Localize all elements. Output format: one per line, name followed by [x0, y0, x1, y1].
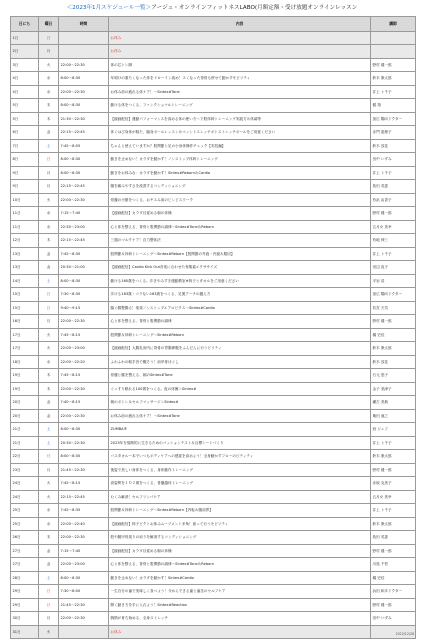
cell-time: 22:15〜22:45 [59, 180, 109, 194]
cell-weekday: 日 [39, 598, 59, 612]
cell-teacher: 井上 ト千子 [371, 85, 416, 99]
table-row [11, 207, 416, 221]
cell-content: お休み [109, 31, 371, 45]
table-row [11, 450, 416, 464]
table-row [11, 463, 416, 477]
cell-content: 心と体を整える、背骨と股関節の調律 [109, 315, 371, 329]
cell-teacher: 有地 伸三 [371, 234, 416, 248]
cell-time: 22:00〜23:00 [59, 558, 109, 572]
cell-weekday: 日 [39, 301, 59, 315]
cell-time: 22:00〜23:00 [59, 342, 109, 356]
cell-weekday: 水 [39, 85, 59, 99]
cell-time [59, 45, 109, 59]
table-row [11, 301, 416, 315]
cell-teacher: 鈴木 康太郎 [371, 517, 416, 531]
cell-weekday: 水 [39, 220, 59, 234]
cell-teacher: 西 ジェフ [371, 423, 416, 437]
cell-date: 12日 [11, 234, 39, 248]
cell-weekday: 月 [39, 612, 59, 626]
cell-date: 17日 [11, 328, 39, 342]
cell-time: 7:30〜8:00 [59, 585, 109, 599]
cell-teacher: 野村 健一郎 [371, 598, 416, 612]
cell-time: 7:45〜8:35 [59, 504, 109, 518]
table-row [11, 112, 416, 126]
cell-teacher: 鈴木 康太郎 [371, 72, 416, 86]
cell-teacher: 赤坂 克美子 [371, 477, 416, 491]
cell-date: 5日 [11, 112, 39, 126]
cell-content: 心と体を整える、背骨と股関節の調律〜Sintex#Tone＆Reborn [109, 220, 371, 234]
cell-content: 三週のマルクケア！自力整体法 [109, 234, 371, 248]
cell-time: 22:00〜22:40 [59, 517, 109, 531]
cell-teacher: 田辺 直子 [371, 261, 416, 275]
table-row [11, 369, 416, 383]
cell-teacher: 徹 翔 [371, 99, 416, 113]
cell-teacher: 有浜 由香子 [371, 193, 416, 207]
cell-time: 22:00〜22:30 [59, 612, 109, 626]
table-row [11, 342, 416, 356]
cell-weekday: 木 [39, 112, 59, 126]
cell-time: 21:45〜22:30 [59, 463, 109, 477]
cell-date: 11日 [11, 220, 39, 234]
table-row [11, 261, 416, 275]
cell-teacher: 橘 史佳 [371, 328, 416, 342]
cell-date: 21日 [11, 423, 39, 437]
cell-teacher: 若宮 天気 [371, 301, 416, 315]
page-title [0, 3, 424, 13]
cell-content: 一生自分の歯で美味しく食べよう！今からできる歯と歯茎のセルフケア [109, 585, 371, 599]
cell-time: 8:00〜8:30 [59, 450, 109, 464]
cell-content: 【録画配信】運動パフォーマンスを高める体の使い方〜下肢体幹トレーニング実践方＆体調等 [109, 112, 371, 126]
cell-date: 19日 [11, 369, 39, 383]
cell-weekday: 水 [39, 207, 59, 221]
cell-time: 8:00〜8:30 [59, 72, 109, 86]
table-row [11, 571, 416, 585]
cell-content: 開く動き方を手に入れよう！Sintex#Reaction [109, 598, 371, 612]
table-row [11, 247, 416, 261]
cell-date: 4日 [11, 85, 39, 99]
cell-content: 体の芯トレ脚 [109, 58, 371, 72]
cell-date: 3日 [11, 58, 39, 72]
cell-date: 9日 [11, 166, 39, 180]
cell-content: むくみ解消！セルフリンパケア [109, 490, 371, 504]
cell-teacher: 浜田 和歩ドクター [371, 585, 416, 599]
cell-weekday: 日 [39, 31, 59, 45]
cell-content: ふわふわの軽手首で醒そう！肩甲骨ほぐし [109, 355, 371, 369]
cell-time: 7:30〜8:30 [59, 288, 109, 302]
cell-time [59, 625, 109, 639]
cell-date: 25日 [11, 517, 39, 531]
footer-date: 2022/12/28 [395, 632, 414, 636]
cell-content: ちゃんと使えていますか？股関節と足の小身体操作チェック【実技編】 [109, 139, 371, 153]
cell-weekday: 木 [39, 234, 59, 248]
table-row [11, 625, 416, 639]
table-row [11, 139, 416, 153]
cell-content: 腰を痛みやすさを改善するコンディショニング [109, 180, 371, 194]
table-row [11, 517, 416, 531]
table-row [11, 166, 416, 180]
cell-time: 22:00〜22:30 [59, 409, 109, 423]
cell-time: 22:00〜22:30 [59, 315, 109, 329]
cell-weekday: 火 [39, 58, 59, 72]
cell-time: 8:00〜8:30 [59, 166, 109, 180]
cell-time: 8:00〜8:30 [59, 423, 109, 437]
cell-date: 16日 [11, 315, 39, 329]
cell-weekday: 火 [39, 625, 59, 639]
table-row [11, 328, 416, 342]
cell-date: 27日 [11, 544, 39, 558]
cell-time: 8:00〜8:30 [59, 99, 109, 113]
cell-weekday: 日 [39, 288, 59, 302]
cell-date: 10日 [11, 193, 39, 207]
table-row [11, 126, 416, 140]
cell-content: お休み [109, 625, 371, 639]
table-header-row [11, 17, 416, 32]
cell-content: バスタオルー本でいつもボディケアへの感覚を高めよう！全身動かすフローのビティティ [109, 450, 371, 464]
cell-date: 27日 [11, 558, 39, 572]
cell-teacher: 平岩 浩 [371, 274, 416, 288]
cell-time: 7:45〜8:15 [59, 328, 109, 342]
table-row [11, 436, 416, 450]
cell-content: 心と体を整える、背骨と股関節の調律〜Sintex#Tone＆Reborn [109, 558, 371, 572]
cell-content: 骨盤の小節をつくる、おヤスみ前のピンピスワーク [109, 193, 371, 207]
cell-time: 7:45〜8:15 [59, 477, 109, 491]
cell-time: 9:40〜9:15 [59, 301, 109, 315]
table-row [11, 531, 416, 545]
header-time: 時間 [59, 17, 109, 32]
cell-content: 動ける160歳をつくる。歩きやみすき運動教室※椅子とタオルをご用意ください [109, 274, 371, 288]
cell-weekday: 土 [39, 436, 59, 450]
cell-time: 22:15〜22:45 [59, 234, 109, 248]
cell-time: 22:00〜22:30 [59, 58, 109, 72]
cell-time: 8:00〜8:30 [59, 571, 109, 585]
cell-teacher: 鈴木 康太郎 [371, 342, 416, 356]
cell-weekday: 火 [39, 328, 59, 342]
cell-weekday: 金 [39, 544, 59, 558]
cell-weekday: 日 [39, 450, 59, 464]
cell-content: 股や腰甲骨周りの肩りを解消するコンディショニング [109, 531, 371, 545]
cell-content: 体ぐはび身体が軽た、脇身ボールレッスン＆マッシトスレッチボトストレッチボールをご用意ください [109, 126, 371, 140]
cell-date: 8日 [11, 153, 39, 167]
cell-content: 動きをお休みな：カラダを動かす！Sintex#Reborn＆Cardio [109, 166, 371, 180]
table-row [11, 45, 416, 59]
cell-teacher: 井上 ト千子 [371, 166, 416, 180]
table-row [11, 382, 416, 396]
cell-teacher: 川島 千哲 [371, 558, 416, 572]
cell-date: 7日 [11, 139, 39, 153]
cell-date: 15日 [11, 288, 39, 302]
table-row [11, 72, 416, 86]
cell-teacher: 加広 陽向ドクター [371, 288, 416, 302]
cell-content: 歩ける163歳・コラない163歳をつくる、足裏アーチの鍛え方 [109, 288, 371, 302]
cell-weekday: 金 [39, 558, 59, 572]
cell-teacher: 田中 いずみ [371, 612, 416, 626]
cell-content: 股関節＆体幹トレーニング〜Sintex#Reborn [109, 328, 371, 342]
table-row [11, 58, 416, 72]
cell-weekday: 水 [39, 504, 59, 518]
table-row [11, 99, 416, 113]
cell-teacher: 五月女 美幸 [371, 490, 416, 504]
cell-weekday: 金 [39, 261, 59, 275]
table-row [11, 477, 416, 491]
cell-teacher: 赤門 恵理子 [371, 126, 416, 140]
cell-time: 7:45〜8:15 [59, 369, 109, 383]
cell-content: 高姿勢を１０２歳をつくる、骨盤越体トレーニング [109, 477, 371, 491]
table-row [11, 288, 416, 302]
table-row [11, 315, 416, 329]
table-row [11, 558, 416, 572]
cell-date: 19日 [11, 382, 39, 396]
cell-date: 4日 [11, 72, 39, 86]
cell-time: 8:00〜8:30 [59, 274, 109, 288]
table-row [11, 31, 416, 45]
cell-date: 2日 [11, 45, 39, 59]
header-date: 日にち [11, 17, 39, 32]
cell-content: 動ける体をつくる、ファンクショナルトレーニング [109, 99, 371, 113]
cell-content: 【録画配信】カラダ目覚める朝の体操 [109, 544, 371, 558]
cell-weekday: 土 [39, 274, 59, 288]
cell-time: 7:40〜8:15 [59, 396, 109, 410]
table-row [11, 180, 416, 194]
cell-date: 24日 [11, 490, 39, 504]
cell-content: 【録画配信】椅子ビクトお休みムーブメント多角！座って行うモビリティ [109, 517, 371, 531]
cell-date: 5日 [11, 99, 39, 113]
cell-content: ぐっすり眠れる100歳をつくる。夜の体操＞Sintex# [109, 382, 371, 396]
cell-content: 脇ぐ腸整腸る！楽楽ノンストップエアロビクス〜Sintex#Cardio [109, 301, 371, 315]
cell-weekday: 月 [39, 463, 59, 477]
cell-teacher: 島田 英恵 [371, 531, 416, 545]
cell-time: 7:45〜8:30 [59, 247, 109, 261]
cell-date: 25日 [11, 504, 39, 518]
cell-weekday: 木 [39, 531, 59, 545]
schedule-body [11, 31, 416, 639]
cell-teacher: 加広 陽向ドクター [371, 112, 416, 126]
cell-weekday: 火 [39, 490, 59, 504]
cell-time: 20:30〜21:00 [59, 261, 109, 275]
cell-weekday: 火 [39, 342, 59, 356]
cell-date: 1日 [11, 31, 39, 45]
cell-weekday: 月 [39, 180, 59, 194]
cell-content: お休み前の疲れる体ケア！〜Sintex#Tone [109, 85, 371, 99]
cell-content: ZUMBA® [109, 423, 371, 437]
cell-weekday: 金 [39, 126, 59, 140]
cell-weekday: 金 [39, 396, 59, 410]
cell-date: 28日 [11, 571, 39, 585]
cell-time: 7:45〜8:05 [59, 139, 109, 153]
cell-weekday: 土 [39, 139, 59, 153]
cell-weekday: 土 [39, 423, 59, 437]
cell-weekday: 月 [39, 315, 59, 329]
table-row [11, 193, 416, 207]
cell-date: 20日 [11, 409, 39, 423]
cell-teacher: 井上 ト千子 [371, 504, 416, 518]
table-row [11, 612, 416, 626]
cell-weekday: 月 [39, 166, 59, 180]
cell-teacher: 野村 健一郎 [371, 315, 416, 329]
cell-weekday: 木 [39, 369, 59, 383]
cell-date: 30日 [11, 612, 39, 626]
cell-date: 13日 [11, 247, 39, 261]
cell-time: 22:15〜22:45 [59, 490, 109, 504]
cell-teacher: 野村 健一郎 [371, 207, 416, 221]
schedule-table [10, 16, 416, 639]
cell-time: 7:15〜7:40 [59, 544, 109, 558]
cell-date: 9日 [11, 180, 39, 194]
cell-weekday: 木 [39, 382, 59, 396]
cell-content: 朝のボトレ＆セルフマッサージ＞Sintex# [109, 396, 371, 410]
cell-time: 22:00〜22:30 [59, 382, 109, 396]
cell-weekday: 月 [39, 45, 59, 59]
cell-content: 【録画配信】Cardio Kick Out音楽に合わせた有酸素エクササイズ [109, 261, 371, 275]
cell-date: 17日 [11, 342, 39, 356]
cell-time: 22:00〜22:30 [59, 85, 109, 99]
cell-teacher: 井上 ト千子 [371, 436, 416, 450]
cell-weekday: 金 [39, 409, 59, 423]
table-row [11, 220, 416, 234]
cell-time: 22:00〜22:30 [59, 531, 109, 545]
cell-teacher: 田中 いずみ [371, 153, 416, 167]
cell-weekday: 火 [39, 193, 59, 207]
table-row [11, 85, 416, 99]
cell-weekday: 日 [39, 585, 59, 599]
page-title-text: アージュ・オンラインフィットネスLABO(月額定額・受け放題オンラインレッスン [151, 5, 358, 11]
cell-teacher: 鈴木 浅花 [371, 355, 416, 369]
cell-teacher [371, 31, 416, 45]
cell-teacher: 野村 健一郎 [371, 58, 416, 72]
cell-date: 26日 [11, 531, 39, 545]
header-content: 内容 [109, 17, 371, 32]
cell-time: 22:15〜22:45 [59, 126, 109, 140]
cell-date: 29日 [11, 598, 39, 612]
cell-teacher: 亀田 亜之 [371, 409, 416, 423]
cell-teacher: 鈴木 浅花 [371, 139, 416, 153]
cell-time [59, 31, 109, 45]
cell-date: 15日 [11, 301, 39, 315]
cell-date: 23日 [11, 463, 39, 477]
cell-teacher: 野村 健一郎 [371, 544, 416, 558]
cell-date: 31日 [11, 625, 39, 639]
cell-date: 14日 [11, 274, 39, 288]
table-row [11, 490, 416, 504]
table-row [11, 409, 416, 423]
cell-teacher: 島田 英恵 [371, 180, 416, 194]
cell-date: 11日 [11, 207, 39, 221]
cell-date: 22日 [11, 450, 39, 464]
cell-time: 22:00〜22:30 [59, 193, 109, 207]
table-row [11, 355, 416, 369]
cell-content: 骨盤と腰を整える、朝のSintex#Tone [109, 369, 371, 383]
page-title-month: ＜2023年1月スケジュール一覧＞ [66, 5, 152, 11]
cell-content: 胸筋が育ち始める、全身ストレッチ [109, 612, 371, 626]
cell-date: 29日 [11, 585, 39, 599]
cell-weekday: 水 [39, 72, 59, 86]
cell-weekday: 火 [39, 477, 59, 491]
cell-date: 18日 [11, 355, 39, 369]
table-row [11, 544, 416, 558]
cell-weekday: 水 [39, 355, 59, 369]
table-row [11, 598, 416, 612]
cell-weekday: 金 [39, 247, 59, 261]
cell-time: 22:30〜23:00 [59, 220, 109, 234]
cell-teacher: 金子 美津子 [371, 382, 416, 396]
cell-weekday: 日 [39, 153, 59, 167]
cell-time: 7:15〜7:40 [59, 207, 109, 221]
header-weekday: 曜日 [39, 17, 59, 32]
table-row [11, 504, 416, 518]
table-row [11, 234, 416, 248]
cell-date: 20日 [11, 396, 39, 410]
cell-teacher: 五月女 美幸 [371, 220, 416, 234]
cell-content: お休み前の疲れる体ケア！〜Sintex#Tone [109, 409, 371, 423]
cell-content: 股関節＆体幹トレーニング〜Sintex#Reborn【股関節の外旋・内旋＆膝回】 [109, 247, 371, 261]
cell-content: 動きを止めない！カラダを動かす！Sintex#Cardio [109, 571, 371, 585]
cell-teacher: 鈴木 康太郎 [371, 450, 416, 464]
cell-teacher: 石元 悠子 [371, 369, 416, 383]
cell-weekday: 木 [39, 99, 59, 113]
table-row [11, 585, 416, 599]
cell-teacher: 橘 史佳 [371, 571, 416, 585]
cell-date: 6日 [11, 126, 39, 140]
table-row [11, 423, 416, 437]
cell-time: 21:45〜22:30 [59, 598, 109, 612]
cell-content: 股関節＆体幹トレーニング〜Sintex#Reborn【内転＆腰前界】 [109, 504, 371, 518]
header-teacher: 講師 [371, 17, 416, 32]
cell-date: 13日 [11, 261, 39, 275]
table-row [11, 396, 416, 410]
cell-teacher [371, 45, 416, 59]
cell-content: 年明けの重たくなった体をドローイン改め！スくなった背骨も併せて動かすモビリティ [109, 72, 371, 86]
cell-date: 21日 [11, 436, 39, 450]
cell-weekday: 水 [39, 517, 59, 531]
cell-date: 24日 [11, 477, 39, 491]
cell-content: 【録画配信】大腸乳房内に背骨の胃腸伸腹をふんだんに行うビリティ [109, 342, 371, 356]
cell-content: 後姿で美しい身体をつくる、身体動作トレーニング [109, 463, 371, 477]
table-row [11, 153, 416, 167]
cell-content: 2023年を規制的に生きるためのパッションテスト＆目標シートづくり [109, 436, 371, 450]
cell-time: 21:30〜22:30 [59, 112, 109, 126]
cell-teacher: 瀬古 美典 [371, 396, 416, 410]
cell-weekday: 土 [39, 571, 59, 585]
cell-time: 22:00〜22:20 [59, 355, 109, 369]
cell-time: 20:30〜22:30 [59, 436, 109, 450]
cell-teacher: 井上 ト千子 [371, 247, 416, 261]
cell-time: 8:00〜8:30 [59, 153, 109, 167]
cell-teacher: 野村 健一郎 [371, 463, 416, 477]
table-row [11, 274, 416, 288]
cell-content: 動きを止めない！カラダを動かす！ノンストップ体幹トレーニング [109, 153, 371, 167]
cell-content: お休み [109, 45, 371, 59]
cell-content: 【録画配信】カラダ目覚める朝の体操 [109, 207, 371, 221]
